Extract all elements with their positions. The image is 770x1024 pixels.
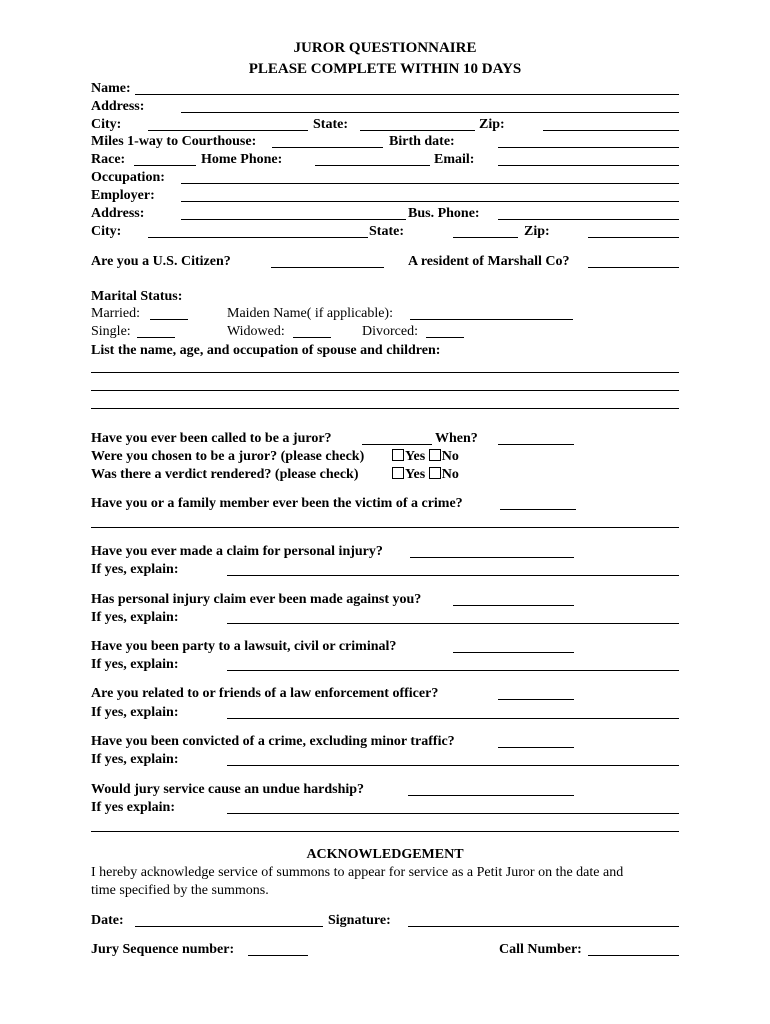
divorced-label: Divorced:	[362, 324, 418, 339]
marital-status-heading: Marital Status:	[91, 289, 183, 304]
lawsuit-explain-field[interactable]	[227, 670, 679, 671]
spouse-children-line[interactable]	[91, 408, 679, 409]
married-field[interactable]	[150, 319, 188, 320]
when-field[interactable]	[498, 444, 574, 445]
call-number-label: Call Number:	[499, 942, 582, 957]
address-label: Address:	[91, 99, 145, 114]
spouse-children-line[interactable]	[91, 372, 679, 373]
bus-phone-label: Bus. Phone:	[408, 206, 480, 221]
when-label: When?	[435, 431, 478, 446]
lawsuit-answer[interactable]	[453, 652, 574, 653]
city-label: City:	[91, 117, 122, 132]
called-juror-field[interactable]	[362, 444, 432, 445]
employer-zip-label: Zip:	[524, 224, 550, 239]
claim-against-explain-label: If yes, explain:	[91, 610, 179, 625]
city-field[interactable]	[148, 130, 308, 131]
employer-state-field[interactable]	[453, 237, 518, 238]
verdict-label: Was there a verdict rendered? (please check)	[91, 467, 359, 482]
form-title: JUROR QUESTIONNAIRE	[293, 40, 477, 56]
name-label: Name:	[91, 81, 131, 96]
claim-against-answer[interactable]	[453, 605, 574, 606]
employer-city-label: City:	[91, 224, 122, 239]
resident-label: A resident of Marshall Co?	[408, 254, 570, 269]
chosen-no-checkbox[interactable]	[429, 449, 441, 461]
chosen-juror-label: Were you chosen to be a juror? (please check)	[91, 449, 365, 464]
miles-label: Miles 1-way to Courthouse:	[91, 134, 257, 149]
state-field[interactable]	[360, 130, 475, 131]
race-label: Race:	[91, 152, 126, 167]
hardship-explain-field[interactable]	[227, 813, 679, 814]
hardship-explain-label: If yes explain:	[91, 800, 175, 815]
maiden-name-field[interactable]	[410, 319, 573, 320]
law-enforcement-question: Are you related to or friends of a law enforcement officer?	[91, 686, 439, 701]
us-citizen-field[interactable]	[271, 267, 384, 268]
maiden-name-label: Maiden Name( if applicable):	[227, 306, 393, 321]
single-label: Single:	[91, 324, 131, 339]
convicted-question: Have you been convicted of a crime, excluding minor traffic?	[91, 734, 455, 749]
state-label: State:	[313, 117, 348, 132]
widowed-field[interactable]	[293, 337, 331, 338]
signature-field[interactable]	[408, 926, 679, 927]
injury-claim-question: Have you ever made a claim for personal injury?	[91, 544, 383, 559]
form-subtitle: PLEASE COMPLETE WITHIN 10 DAYS	[248, 61, 522, 77]
zip-field[interactable]	[543, 130, 679, 131]
hardship-answer[interactable]	[408, 795, 574, 796]
jury-sequence-label: Jury Sequence number:	[91, 942, 235, 957]
employer-zip-field[interactable]	[588, 237, 679, 238]
acknowledgement-text-1: I hereby acknowledge service of summons to appear for service as a Petit Juror on the date and	[91, 865, 624, 880]
resident-field[interactable]	[588, 267, 679, 268]
jury-sequence-field[interactable]	[248, 955, 308, 956]
verdict-checkboxes	[392, 467, 459, 483]
employer-field[interactable]	[181, 201, 679, 202]
birth-date-label: Birth date:	[389, 134, 455, 149]
employer-address-field[interactable]	[181, 219, 406, 220]
injury-claim-explain-field[interactable]	[227, 575, 679, 576]
employer-label: Employer:	[91, 188, 155, 203]
chosen-checkboxes	[392, 449, 459, 465]
race-field[interactable]	[134, 165, 196, 166]
employer-state-label: State:	[369, 224, 404, 239]
email-field[interactable]	[498, 165, 679, 166]
acknowledgement-heading: ACKNOWLEDGEMENT	[306, 847, 464, 862]
spouse-children-prompt: List the name, age, and occupation of spouse and children:	[91, 343, 441, 358]
convicted-explain-field[interactable]	[227, 765, 679, 766]
address-field[interactable]	[181, 112, 679, 113]
spouse-children-line[interactable]	[91, 390, 679, 391]
injury-claim-answer[interactable]	[410, 557, 574, 558]
us-citizen-label: Are you a U.S. Citizen?	[91, 254, 231, 269]
call-number-field[interactable]	[588, 955, 679, 956]
injury-claim-explain-label: If yes, explain:	[91, 562, 179, 577]
chosen-yes-checkbox[interactable]	[392, 449, 404, 461]
victim-answer[interactable]	[500, 509, 576, 510]
victim-extra-line[interactable]	[91, 527, 679, 528]
lawsuit-question: Have you been party to a lawsuit, civil or criminal?	[91, 639, 397, 654]
widowed-label: Widowed:	[227, 324, 285, 339]
date-label: Date:	[91, 913, 124, 928]
claim-against-question: Has personal injury claim ever been made against you?	[91, 592, 422, 607]
divorced-field[interactable]	[426, 337, 464, 338]
name-field[interactable]	[135, 94, 679, 95]
convicted-explain-label: If yes, explain:	[91, 752, 179, 767]
occupation-field[interactable]	[181, 183, 679, 184]
signature-label: Signature:	[328, 913, 391, 928]
employer-address-label: Address:	[91, 206, 145, 221]
law-enforcement-explain-field[interactable]	[227, 718, 679, 719]
claim-against-explain-field[interactable]	[227, 623, 679, 624]
birth-date-field[interactable]	[498, 147, 679, 148]
home-phone-field[interactable]	[315, 165, 430, 166]
hardship-question: Would jury service cause an undue hardship?	[91, 782, 365, 797]
verdict-no-label: No	[441, 467, 459, 482]
single-field[interactable]	[137, 337, 175, 338]
home-phone-label: Home Phone:	[201, 152, 283, 167]
law-enforcement-explain-label: If yes, explain:	[91, 705, 179, 720]
occupation-label: Occupation:	[91, 170, 165, 185]
date-field[interactable]	[135, 926, 323, 927]
called-juror-label: Have you ever been called to be a juror?	[91, 431, 332, 446]
married-label: Married:	[91, 306, 140, 321]
verdict-yes-label: Yes	[405, 467, 426, 482]
lawsuit-explain-label: If yes, explain:	[91, 657, 179, 672]
bus-phone-field[interactable]	[498, 219, 679, 220]
chosen-no-label: No	[441, 449, 459, 464]
miles-field[interactable]	[272, 147, 383, 148]
email-label: Email:	[434, 152, 475, 167]
law-enforcement-answer[interactable]	[498, 699, 574, 700]
verdict-yes-checkbox[interactable]	[392, 467, 404, 479]
convicted-answer[interactable]	[498, 747, 574, 748]
hardship-extra-line[interactable]	[91, 831, 679, 832]
acknowledgement-text-2: time specified by the summons.	[91, 883, 269, 898]
zip-label: Zip:	[479, 117, 505, 132]
employer-city-field[interactable]	[148, 237, 368, 238]
chosen-yes-label: Yes	[405, 449, 426, 464]
victim-question: Have you or a family member ever been the victim of a crime?	[91, 496, 463, 511]
verdict-no-checkbox[interactable]	[429, 467, 441, 479]
